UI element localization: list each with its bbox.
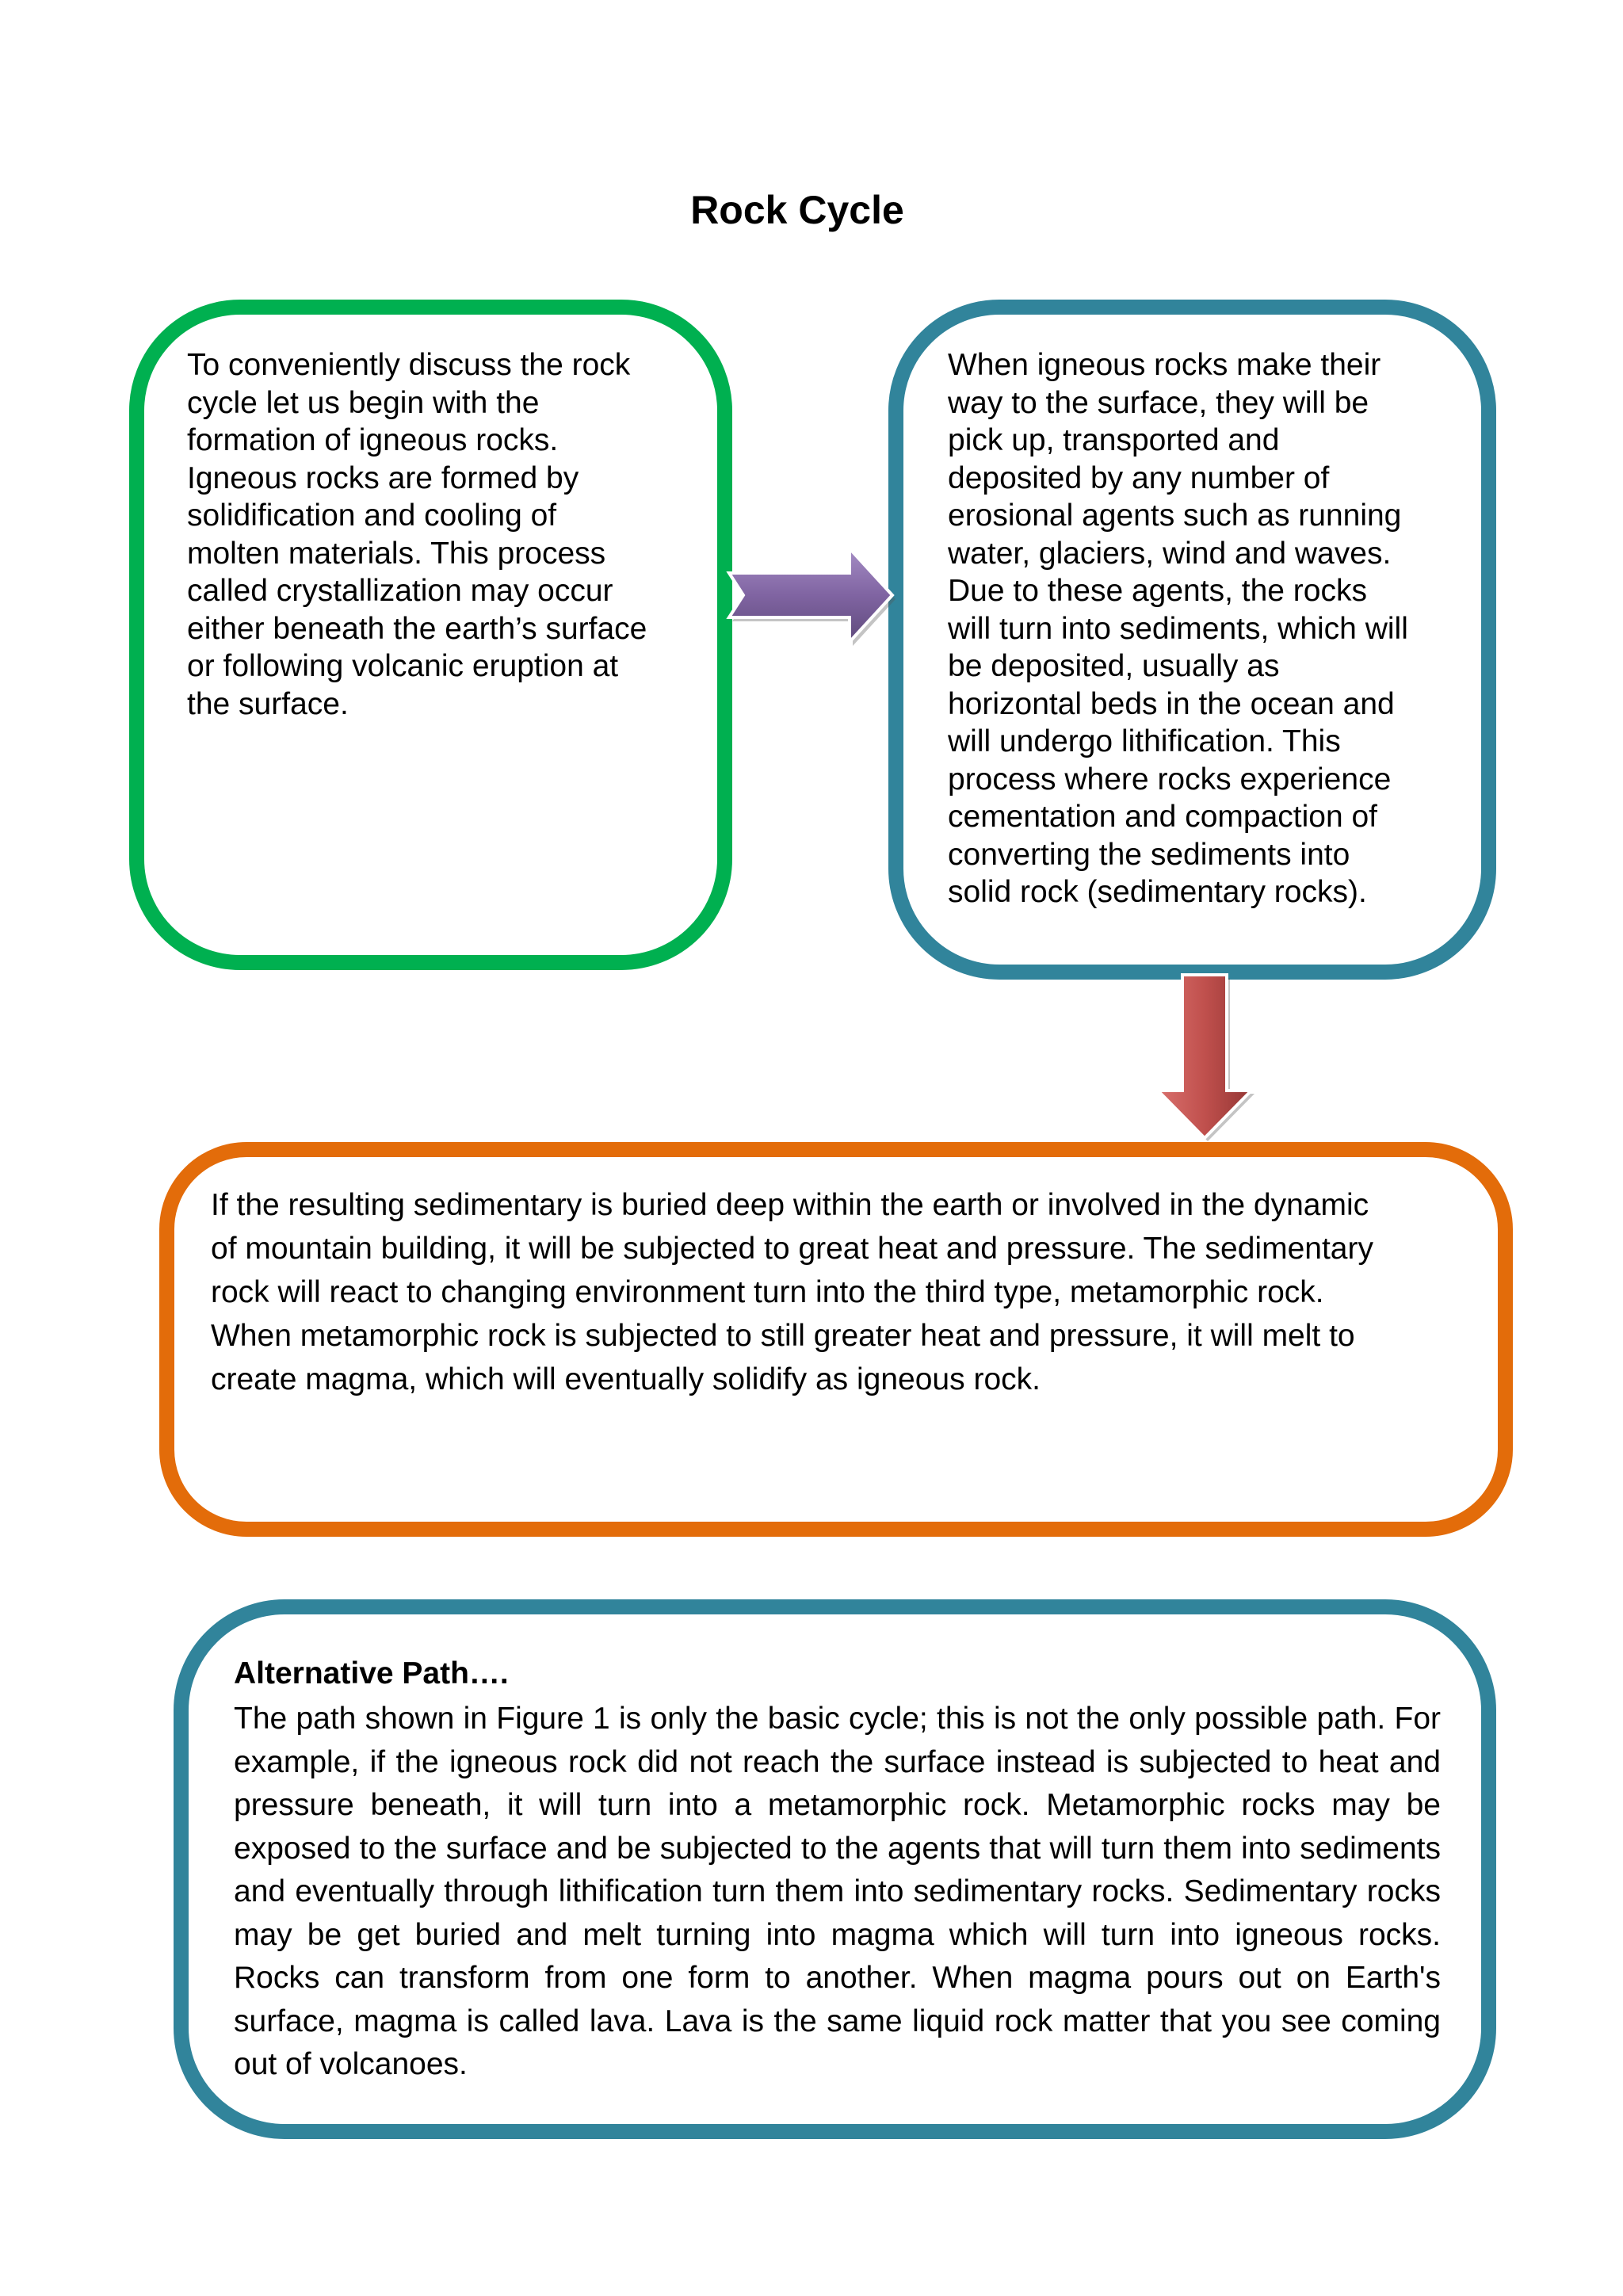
sedimentary-text: When igneous rocks make their way to the surface, they will be pick up, transported and deposited by any number of erosional agents such as running water, glaciers, wind and waves. Due to these agents, the rocks will turn into sediments, which will be deposited, usually as horizontal beds in the ocean and will undergo lithification. This process where rocks experience cementation and compaction of converting the sediments into solid rock (sedimentary rocks). (948, 348, 1408, 909)
metamorphic-text: If the resulting sedimentary is buried deep within the earth or involved in the dynamic of mountain building, it will be subjected to great heat and pressure. The sedimentary rock will react to changing environment turn into the third type, metamorphic rock. When metamorphic rock is subjected to still greater heat and pressure, it will melt to create magma, which will eventually solidify as igneous rock. (211, 1188, 1373, 1396)
alternative-path-heading: Alternative Path…. (234, 1656, 509, 1690)
alternative-path-text: The path shown in Figure 1 is only the basic cycle; this is not the only possible path. For example, if the igneous rock did not reach the surface instead is subjected to heat and pressure beneath, it will turn into a metamorphic rock. Metamorphic rocks may be exposed to the surface and be subjected to the agents that will turn them into sediments and eventually through lithification turn them into sedimentary rocks. Sedimentary rocks may be get buried and melt turning into magma which will turn into igneous rocks. Rocks can transform from one form to another. When magma pours out on Earth's surface, magma is called lava. Lava is the same liquid rock matter that you see coming out of volcanoes. (234, 1702, 1441, 2081)
igneous-text: To conveniently discuss the rock cycle let us begin with the formation of igneous rocks. Igneous rocks are formed by solidification and cooling of molten materials. This process called crystallization may occur either beneath the earth’s surface or following volcanic eruption at the surface. (187, 348, 647, 721)
page-title: Rock Cycle (690, 188, 904, 232)
right-arrow-icon (726, 545, 896, 645)
down-arrow-icon (1155, 972, 1254, 1141)
